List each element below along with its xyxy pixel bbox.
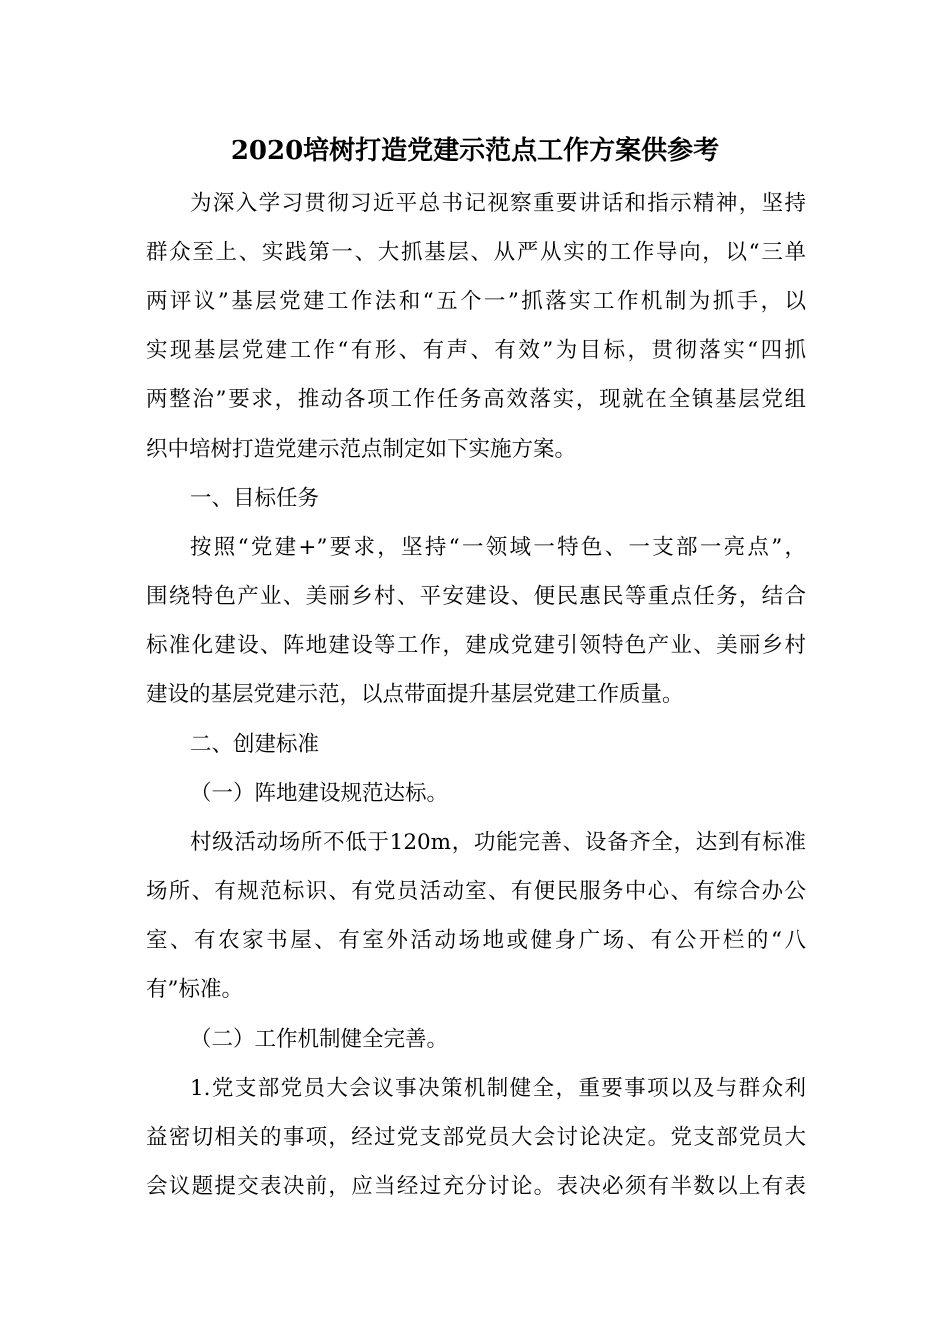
paragraph-line: 按照“党建+”要求，坚持“一领域一特色、一支部一亮点”， <box>190 535 806 560</box>
document-title: 2020培树打造党建示范点工作方案供参考 <box>230 136 720 166</box>
paragraph-line: 会议题提交表决前，应当经过充分讨论。表决必须有半数以上有表 <box>146 1174 806 1199</box>
paragraph-line: 有”标准。 <box>146 977 243 1002</box>
paragraph-line: 实现基层党建工作“有形、有声、有效”为目标，贯彻落实“四抓 <box>146 338 806 363</box>
paragraph-line: 建设的基层党建示范，以点带面提升基层党建工作质量。 <box>146 682 684 707</box>
subsection-heading: （一）阵地建设规范达标。 <box>190 781 449 806</box>
paragraph-line: 室、有农家书屋、有室外活动场地或健身广场、有公开栏的“八 <box>146 928 806 953</box>
paragraph-line: 为深入学习贯彻习近平总书记视察重要讲话和指示精神，坚持 <box>190 191 806 216</box>
paragraph-line: 织中培树打造党建示范点制定如下实施方案。 <box>146 437 577 462</box>
paragraph-line: 两整治”要求，推动各项工作任务高效落实，现就在全镇基层党组 <box>146 387 806 412</box>
paragraph-line: 标准化建设、阵地建设等工作，建成党建引领特色产业、美丽乡村 <box>146 633 806 658</box>
paragraph-line: 益密切相关的事项，经过党支部党员大会讨论决定。党支部党员大 <box>146 1125 806 1150</box>
subsection-heading: （二）工作机制健全完善。 <box>190 1027 449 1052</box>
paragraph-line: 围绕特色产业、美丽乡村、平安建设、便民惠民等重点任务，结合 <box>146 584 806 609</box>
paragraph-line: 两评议”基层党建工作法和“五个一”抓落实工作机制为抓手，以 <box>146 289 806 314</box>
paragraph-line: 村级活动场所不低于120m，功能完善、设备齐全，达到有标准 <box>190 830 806 855</box>
paragraph-line: 群众至上、实践第一、大抓基层、从严从实的工作导向，以“三单 <box>146 240 806 265</box>
section-heading: 二、创建标准 <box>190 732 320 757</box>
paragraph-line: 1.党支部党员大会议事决策机制健全，重要事项以及与群众利 <box>190 1076 806 1101</box>
paragraph-line: 场所、有规范标识、有党员活动室、有便民服务中心、有综合办公 <box>146 879 806 904</box>
section-heading: 一、目标任务 <box>190 486 320 511</box>
